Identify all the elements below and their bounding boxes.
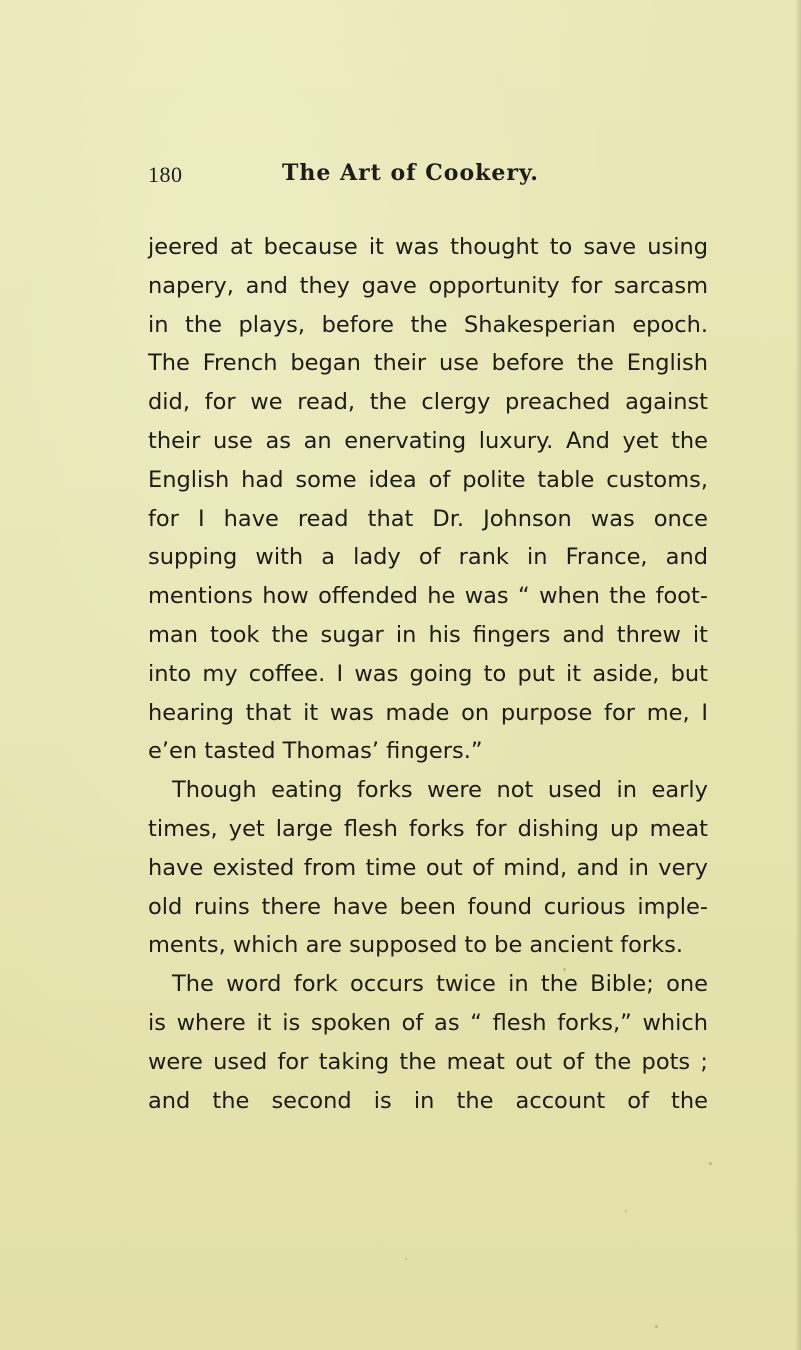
text-line: and the second is in the account of the	[148, 1087, 708, 1114]
text-line: The word fork occurs twice in the Bible; one	[172, 971, 708, 998]
text-line: old ruins there have been found curious imple-	[148, 893, 708, 920]
body-text	[148, 228, 708, 1120]
text-line: did, for we read, the clergy preached against	[148, 389, 708, 416]
text-line: hearing that it was made on purpose for me, I	[148, 699, 708, 726]
text-line: have existed from time out of mind, and in very	[148, 854, 708, 881]
text-line: into my coffee. I was going to put it aside, but	[148, 660, 708, 687]
text-line: in the plays, before the Shakesperian epoch.	[148, 311, 708, 338]
text-line: The French began their use before the English	[148, 350, 708, 377]
page-edge-shadow	[795, 0, 801, 1350]
text-line: English had some idea of polite table customs,	[148, 466, 708, 493]
text-line: man took the sugar in his fingers and threw it	[148, 621, 708, 648]
text-line: is where it is spoken of as “ flesh forks,” which	[148, 1009, 708, 1036]
text-line: napery, and they gave opportunity for sarcasm	[148, 272, 708, 299]
text-line: e’en tasted Thomas’ fingers.”	[148, 738, 483, 765]
page-header	[148, 160, 708, 200]
text-line: supping with a lady of rank in France, and	[148, 544, 708, 571]
text-line: their use as an enervating luxury. And yet the	[148, 427, 708, 454]
page-number: 180	[148, 162, 183, 187]
text-line: Though eating forks were not used in early	[172, 777, 708, 804]
text-line: mentions how offended he was “ when the foot-	[148, 583, 708, 610]
text-line: for I have read that Dr. Johnson was once	[148, 505, 708, 532]
running-title: The Art of Cookery.	[282, 160, 539, 186]
text-line: jeered at because it was thought to save using	[148, 234, 708, 260]
text-line: were used for taking the meat out of the pots ;	[148, 1048, 708, 1075]
text-line: times, yet large flesh forks for dishing up meat	[148, 815, 708, 842]
text-line: ments, which are supposed to be ancient forks.	[148, 932, 684, 959]
